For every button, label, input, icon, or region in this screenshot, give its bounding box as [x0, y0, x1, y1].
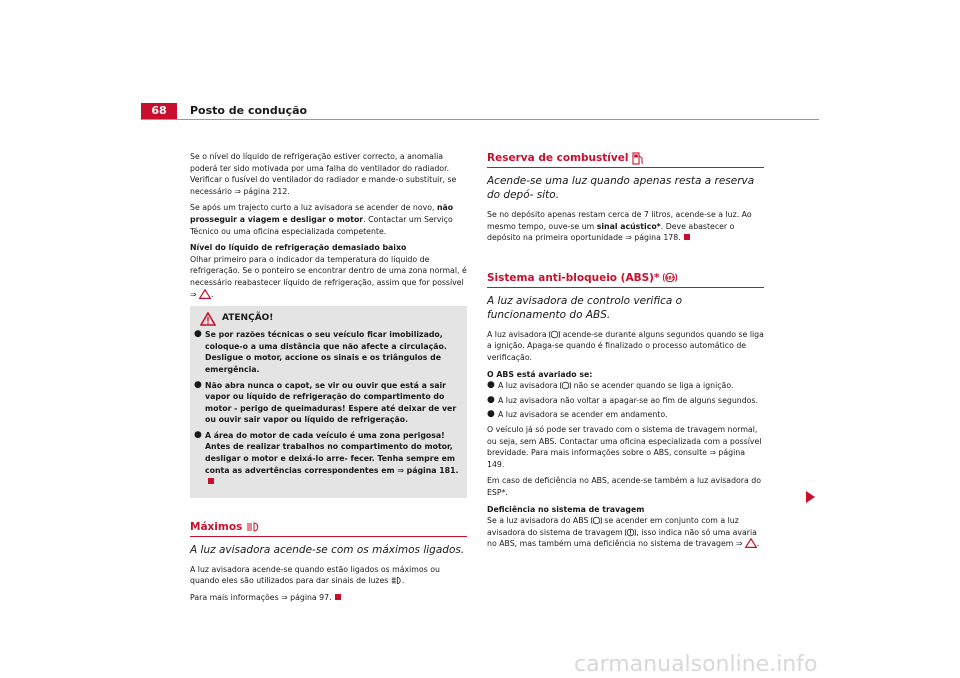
brake-fault-subheading: Deficiência no sistema de travagem [487, 504, 645, 514]
watermark: carmanualsonline.info [574, 652, 818, 677]
warning-title: ATENÇÃO! [222, 313, 274, 324]
end-of-section-marker [684, 234, 690, 240]
brake-warning-icon [625, 528, 636, 537]
coolant-paragraph: Se o nível do líquido de refrigeração estiver correcto, a anomalia poderá ter sido motivada por uma falha do ventilador do radiador. Verificar o fusível do ventilador do radiador e mande-o substituir, se necessário ⇒ página 212. [190, 152, 457, 196]
abs-icon [549, 330, 560, 339]
coolant-low-subheading: Nível do líquido de refrigeração demasiado baixo [190, 243, 407, 253]
warning-triangle-icon [745, 538, 757, 548]
next-page-arrow-icon[interactable] [806, 491, 815, 503]
abs-paragraph-2: O veículo já só pode ser travado com o sistema de travagem normal, ou seja, sem ABS. Contactar uma oficina especializada com a possível brevidade. Para mais informações sobre o ABS, consulte ⇒ página 149. [487, 424, 762, 469]
warning-header [200, 312, 463, 326]
abs-fault-subheading: O ABS está avariado se: [487, 369, 593, 379]
section-title-maximos: Máximos [190, 520, 467, 537]
abs-icon [560, 381, 571, 390]
section-subtitle-maximos: A luz avisadora acende-se com os máximos ligados. [190, 543, 465, 556]
left-column [190, 151, 467, 609]
page-number: 68 [141, 103, 177, 119]
end-of-section-marker [335, 594, 341, 600]
fuel-pump-icon [632, 152, 644, 165]
page-header-title: Posto de condução [190, 104, 308, 117]
maximos-more-info: Para mais informações ⇒ página 97. [190, 592, 467, 604]
header-divider [141, 119, 819, 120]
svg-text:ABS: ABS [665, 275, 676, 281]
section-subtitle-abs: A luz avisadora de controlo verifica o funcionamento do ABS. [487, 294, 683, 321]
warning-triangle-icon [200, 312, 216, 326]
list-item: ● A luz avisadora se acender em andamento. [487, 409, 668, 420]
abs-intro-paragraph: A luz avisadora acende-se durante alguns segundos quando se liga a ignição. Apaga-se quando é finalizado o processo automático de verificação. [487, 329, 764, 362]
coolant-low-paragraph: Olhar primeiro para o indicador da temperatura do líquido de refrigeração. Se o ponteiro se encontrar dentro de uma zona normal, é necessário reabastecer líquido de refrigeração, assim que for possível ⇒ . [190, 254, 467, 299]
end-of-section-marker [208, 478, 214, 484]
list-item: ● A luz avisadora não voltar a apagar-se ao fim de alguns segundos. [487, 394, 758, 405]
section-subtitle-reserva: Acende-se uma luz quando apenas resta a reserva do depó- sito. [487, 175, 755, 201]
reserva-paragraph: Se no depósito apenas restam cerca de 7 litros, acende-se a luz. Ao mesmo tempo, ouve-se um sinal acústico*. Deve abastecer o depósito na primeira oportunidade ⇒ página 178. [487, 210, 752, 243]
section-title-abs: Sistema anti-bloqueio (ABS)* ABS [487, 271, 764, 288]
high-beam-icon [246, 522, 260, 532]
warning-item: ● Se por razões técnicas o seu veículo ficar imobilizado, coloque-o a uma distância que não afecte a circulação. Desligue o motor, accione os sinais e os triângulos de emergência. [194, 329, 447, 374]
high-beam-icon [391, 576, 402, 585]
section-title-reserva: Reserva de combustível [487, 151, 764, 168]
brake-fault-paragraph: Se a luz avisadora do ABS se acender em conjunto com a luz avisadora do sistema de travagem , isso indica não só uma avaria no ABS, mas também uma deficiência no sistema de travagem ⇒ . [487, 516, 760, 549]
warning-triangle-icon [199, 289, 211, 299]
maximos-paragraph: A luz avisadora acende-se quando estão ligados os máximos ou quando eles são utilizados para dar sinais de luzes . [190, 564, 440, 586]
list-item: ● A luz avisadora não se acender quando se liga a ignição. [487, 380, 734, 391]
abs-paragraph-3: Em caso de deficiência no ABS, acende-se também a luz avisadora do ESP*. [487, 476, 761, 497]
warning-item: ● Não abra nunca o capot, se vir ou ouvir que está a sair vapor ou líquido de refrigeração do compartimento do motor - perigo de queimaduras! Espere até deixar de ver ou ouvir sair vapor ou líquido de refrigeração. [194, 379, 457, 425]
warning-item: ● A área do motor de cada veículo é uma zona perigosa! Antes de realizar trabalhos no compartimento do motor, desligar o motor e deixá-lo arre- fecer. Tenha sempre em conta as advertências correspondentes em ⇒ página 181. [194, 430, 463, 488]
short-trip-paragraph: Se após um trajecto curto a luz avisadora se acender de novo, não prosseguir a viagem e desligar o motor. Contactar um Serviço Técnico ou uma oficina especializada competente. [190, 203, 454, 236]
abs-icon [591, 516, 602, 525]
warning-box [190, 306, 467, 498]
abs-icon [663, 272, 677, 283]
right-column [487, 151, 764, 555]
